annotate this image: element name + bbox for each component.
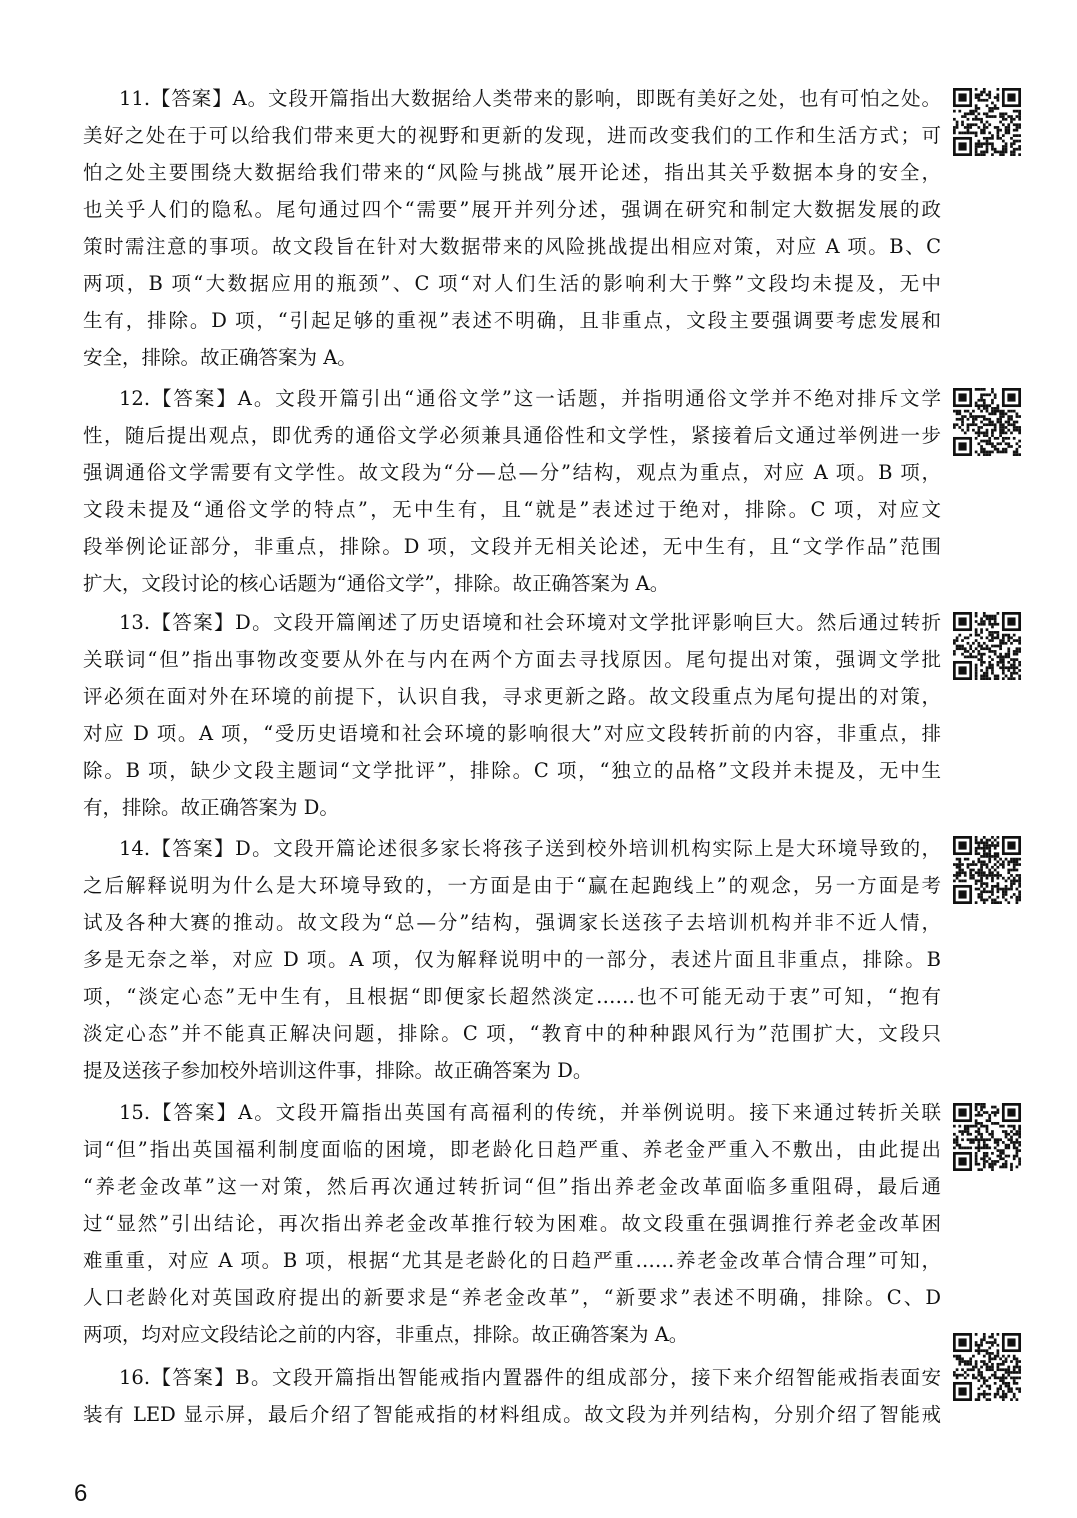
text-line: 安全，排除。故正确答案为 A。 [83, 346, 357, 369]
answer-explanation [83, 80, 941, 376]
text-line: 强调通俗文学需要有文学性。故文段为“分—总—分”结构，观点为重点，对应 A 项。B 项， [83, 461, 941, 484]
text-line: 多是无奈之举，对应 D 项。A 项，仅为解释说明中的一部分，表述片面且非重点，排除。B [83, 948, 941, 971]
text-line: 试及各种大赛的推动。故文段为“总—分”结构，强调家长送孩子去培训机构并非不近人情， [83, 911, 941, 934]
qr-code-icon[interactable] [953, 88, 1021, 156]
text-line: 人口老龄化对英国政府提出的新要求是“养老金改革”，“新要求”表述不明确，排除。C、D [83, 1286, 941, 1309]
qr-code-icon[interactable] [953, 836, 1021, 904]
text-line: 性，随后提出观点，即优秀的通俗文学必须兼具通俗性和文学性，紧接着后文通过举例进一步 [83, 424, 941, 447]
text-line: 两项，均对应文段结论之前的内容，非重点，排除。故正确答案为 A。 [83, 1323, 689, 1346]
text-line: 除。B 项，缺少文段主题词“文学批评”，排除。C 项，“独立的品格”文段并未提及，无中生 [83, 759, 941, 782]
answer-explanation [83, 830, 941, 1089]
answer-explanation [83, 604, 941, 826]
text-line: 之后解释说明为什么是大环境导致的，一方面是由于“赢在起跑线上”的观念，另一方面是考 [83, 874, 941, 897]
answer-explanation [83, 380, 941, 602]
text-line: 评必须在面对外在环境的前提下，认识自我，寻求更新之路。故文段重点为尾句提出的对策， [83, 685, 941, 708]
text-line: 项，“淡定心态”无中生有，且根据“即便家长超然淡定……也不可能无动于衷”可知，“抱有 [83, 985, 941, 1008]
text-line: 淡定心态”并不能真正解决问题，排除。C 项，“教育中的种种跟风行为”范围扩大，文段只 [83, 1022, 941, 1045]
text-line: 13.【答案】D。文段开篇阐述了历史语境和社会环境对文学批评影响巨大。然后通过转折 [119, 611, 941, 634]
qr-code-icon[interactable] [953, 1333, 1021, 1401]
text-line: 也关乎人们的隐私。尾句通过四个“需要”展开并列分述，强调在研究和制定大数据发展的政 [83, 198, 941, 221]
answer-explanation [83, 1359, 941, 1433]
qr-code-icon[interactable] [953, 612, 1021, 680]
text-line: “养老金改革”这一对策，然后再次通过转折词“但”指出养老金改革面临多重阻碍，最后通 [83, 1175, 941, 1198]
text-line: 过“显然”引出结论，再次指出养老金改革推行较为困难。故文段重在强调推行养老金改革困 [83, 1212, 941, 1235]
text-line: 15.【答案】A。文段开篇指出英国有高福利的传统，并举例说明。接下来通过转折关联 [119, 1101, 941, 1124]
text-line: 装有 LED 显示屏，最后介绍了智能戒指的材料组成。故文段为并列结构，分别介绍了智能戒 [83, 1403, 941, 1426]
text-line: 两项，B 项“大数据应用的瓶颈”、C 项“对人们生活的影响利大于弊”文段均未提及，无中 [83, 272, 941, 295]
text-line: 16.【答案】B。文段开篇指出智能戒指内置器件的组成部分，接下来介绍智能戒指表面安 [119, 1366, 941, 1389]
text-line: 怕之处主要围绕大数据给我们带来的“风险与挑战”展开论述，指出其关乎数据本身的安全， [83, 161, 941, 184]
text-line: 扩大，文段讨论的核心话题为“通俗文学”，排除。故正确答案为 A。 [83, 572, 670, 595]
text-line: 难重重，对应 A 项。B 项，根据“尤其是老龄化的日趋严重……养老金改革合情合理”可知， [83, 1249, 941, 1272]
page-number: 6 [74, 1480, 88, 1507]
text-line: 12.【答案】A。文段开篇引出“通俗文学”这一话题，并指明通俗文学并不绝对排斥文学 [119, 387, 941, 410]
text-line: 词“但”指出英国福利制度面临的困境，即老龄化日趋严重、养老金严重入不敷出，由此提出 [83, 1138, 941, 1161]
text-line: 段举例论证部分，非重点，排除。D 项，文段并无相关论述，无中生有，且“文学作品”范围 [83, 535, 941, 558]
answer-explanation [83, 1094, 941, 1353]
text-line: 对应 D 项。A 项，“受历史语境和社会环境的影响很大”对应文段转折前的内容，非重点，排 [83, 722, 941, 745]
qr-code-icon[interactable] [953, 1103, 1021, 1171]
text-line: 11.【答案】A。文段开篇指出大数据给人类带来的影响，即既有美好之处，也有可怕之处。 [119, 87, 941, 110]
text-line: 文段未提及“通俗文学的特点”，无中生有，且“就是”表述过于绝对，排除。C 项，对应文 [83, 498, 941, 521]
text-line: 生有，排除。D 项，“引起足够的重视”表述不明确，且非重点，文段主要强调要考虑发展和 [83, 309, 941, 332]
text-line: 14.【答案】D。文段开篇论述很多家长将孩子送到校外培训机构实际上是大环境导致的， [119, 837, 941, 860]
text-line: 有，排除。故正确答案为 D。 [83, 796, 339, 819]
text-line: 提及送孩子参加校外培训这件事，排除。故正确答案为 D。 [83, 1059, 593, 1082]
text-line: 关联词“但”指出事物改变要从外在与内在两个方面去寻找原因。尾句提出对策，强调文学批 [83, 648, 941, 671]
text-line: 策时需注意的事项。故文段旨在针对大数据带来的风险挑战提出相应对策，对应 A 项。B、C [83, 235, 941, 258]
text-line: 美好之处在于可以给我们带来更大的视野和更新的发现，进而改变我们的工作和生活方式；可 [83, 124, 941, 147]
qr-code-icon[interactable] [953, 388, 1021, 456]
